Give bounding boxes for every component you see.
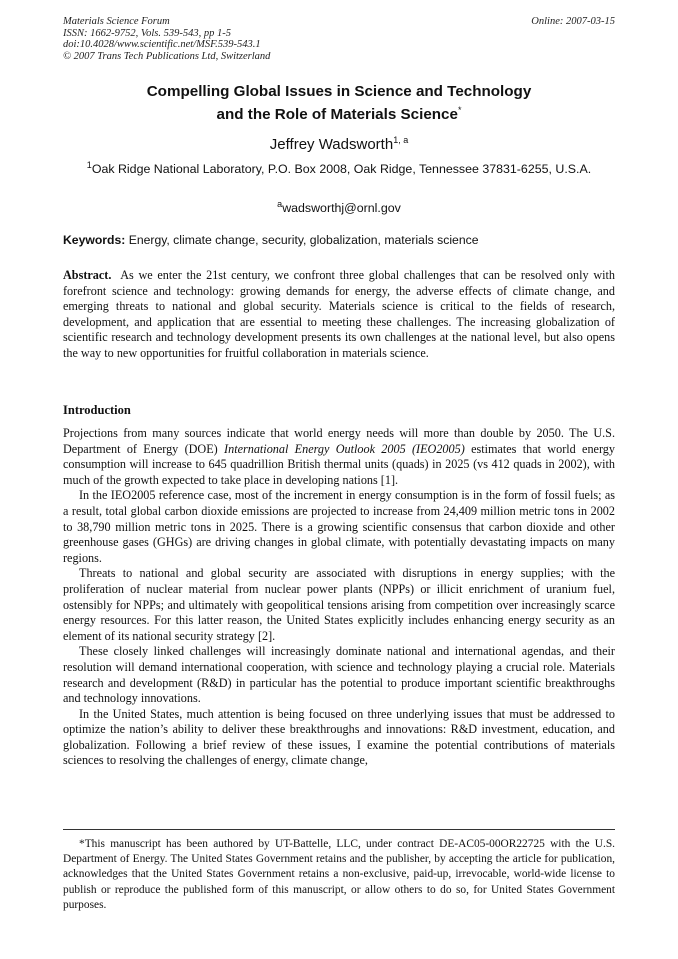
journal-issn: ISSN: 1662-9752, Vols. 539-543, pp 1-5 xyxy=(63,27,231,39)
paragraph xyxy=(63,426,615,488)
footnote-divider xyxy=(63,829,615,830)
paragraph: In the IEO2005 reference case, most of the increment in energy consumption is in the form of fossil fuels; as a result, total global carbon dioxide emissions are projected to increase from 24,409 million metric tons in 2002 to 38,790 million metric tons in 2025. There is a growing scientific consensus that carbon dioxide and other greenhouse gases (GHGs) are driving changes in global climate, with potentially devastating impacts on many regions. xyxy=(63,488,615,565)
title-line-1: Compelling Global Issues in Science and Technology xyxy=(146,83,532,100)
title-line-2: and the Role of Materials Science xyxy=(216,106,458,124)
abstract xyxy=(63,268,615,362)
section-heading-introduction: Introduction xyxy=(63,403,131,417)
introduction-body xyxy=(63,426,615,769)
keywords xyxy=(63,232,615,248)
keywords-text: Energy, climate change, security, globalization, materials science xyxy=(128,233,479,247)
journal-doi: doi:10.4028/www.scientific.net/MSF.539-543.1 xyxy=(63,39,261,50)
author-line xyxy=(63,131,615,154)
journal-copyright: © 2007 Trans Tech Publications Ltd, Switzerland xyxy=(63,50,271,62)
abstract-text: As we enter the 21st century, we confront three global challenges that can be resolved only with forefront science and technology: growing demands for energy, the adverse effects of climate change, and emerging threats to national and global security. Materials science is critical to the fields of research, development, and application that are essential to meeting these challenges. The increasing globalization of scientific research and technology development presents its own challenges at the national level, but also opens the way to new opportunities for fruitful collaboration in materials science. xyxy=(63,268,615,360)
author-sup: 1, a xyxy=(393,135,409,145)
paragraph: In the United States, much attention is being focused on three underlying issues that must be addressed to optimize the nation’s ability to deliver these breakthroughs and innovations: R&D investment, education, and globalization. Following a brief review of these issues, I examine the potential contributions of materials sciences to resolving the challenges of energy, climate change, xyxy=(63,706,615,768)
paragraph: Threats to national and global security are associated with disruptions in energy supplies; with the proliferation of nuclear material from nuclear power plants (NPPs) or illicit enrichment of uranium fuel, ostensibly for NPPs; and ultimately with geopolitical tensions arising from competition over increasingly scarce energy resources. For this latter reason, the United States explicitly includes enhancing energy security as an element of its national security strategy [2]. xyxy=(63,566,615,643)
journal-name: Materials Science Forum xyxy=(63,16,170,27)
journal-header xyxy=(63,16,615,62)
report-title: International Energy Outlook 2005 (IEO2005) xyxy=(224,441,465,456)
affiliation-sup: 1 xyxy=(86,160,92,170)
affiliation-text: Oak Ridge National Laboratory, P.O. Box 2008, Oak Ridge, Tennessee 37831-6255, U.S.A. xyxy=(91,162,592,177)
online-date: Online: 2007-03-15 xyxy=(531,16,615,27)
paragraph: These closely linked challenges will increasingly dominate national and international agendas, and their resolution will demand international cooperation, with science and technology playing a crucial role. Materials research and development (R&D) in particular has the potential to produce important scientific breakthroughs and technology innovations. xyxy=(63,644,615,706)
title-footnote-mark: * xyxy=(457,105,462,115)
paragraph-text: Projections from many sources indicate that world energy needs will more than double by 2050. The U.S. Department of Energy (DOE) xyxy=(63,426,615,456)
keywords-label: Keywords: xyxy=(63,233,126,247)
email-address[interactable]: wadsworthj@ornl.gov xyxy=(282,201,401,216)
author-name: Jeffrey Wadsworth xyxy=(269,136,394,153)
email-sup: a xyxy=(277,199,283,209)
abstract-label: Abstract. xyxy=(63,268,112,282)
paper-title xyxy=(63,82,615,124)
paragraph-text: estimates that world energy consumption will increase to 645 quadrillion British thermal units (quads) in 2025 (vs 412 quads in 2002), with much of the growth expected to take place in developing nations [1]. xyxy=(63,441,615,487)
affiliation xyxy=(63,157,615,178)
footnote xyxy=(63,837,615,913)
footnote-text: *This manuscript has been authored by UT-Battelle, LLC, under contract DE-AC05-00OR22725 with the U.S. Department of Energy. The United States Government retains and the publisher, by accepting the article for publication, acknowledges that the United States Government retains a non-exclusive, paid-up, irrevocable, world-wide license to publish or reproduce the published form of this manuscript, or allow others to do so, for United States Government purposes. xyxy=(63,838,615,911)
email-line xyxy=(63,196,615,217)
